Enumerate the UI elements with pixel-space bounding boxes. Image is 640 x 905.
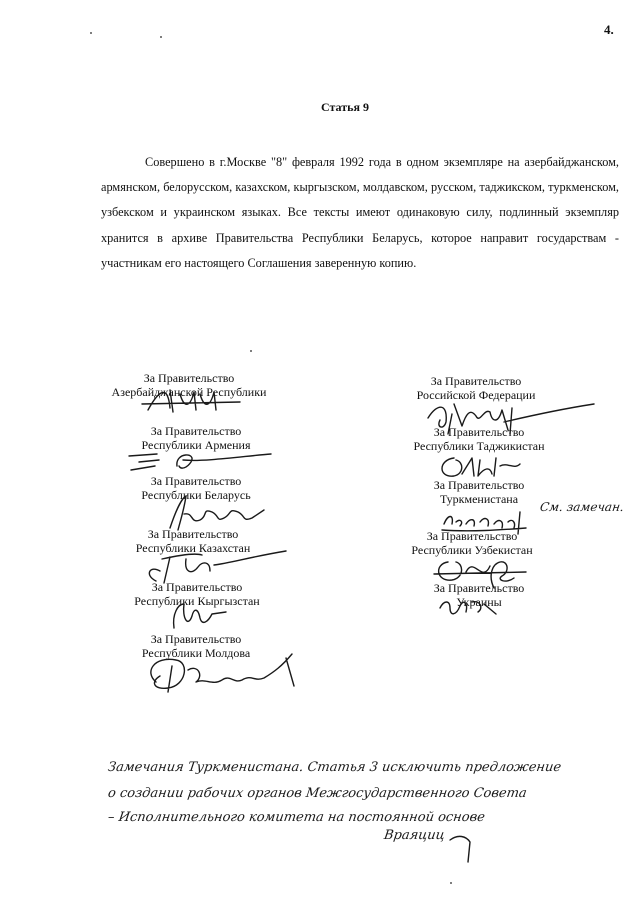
signatory-label: За Правительство bbox=[143, 371, 235, 385]
scan-speck bbox=[250, 350, 252, 352]
signatory-country: Республики Молдова bbox=[141, 646, 251, 660]
handwritten-note-line-1: Замечания Туркменистана. Статья 3 исключить предложение bbox=[106, 760, 563, 775]
signatory-label: За Правительство bbox=[433, 478, 525, 492]
signatory-belarus bbox=[128, 474, 264, 502]
signatory-label: За Правительство bbox=[151, 580, 243, 594]
signatory-kyrgyzstan bbox=[118, 580, 276, 608]
signatory-country: Республики Таджикистан bbox=[413, 439, 545, 453]
signatory-kazakhstan bbox=[118, 527, 268, 555]
signatory-country: Российской Федерации bbox=[416, 388, 536, 402]
signatory-ukraine bbox=[422, 581, 536, 609]
body-line-4: одинаковую силу, подлинный экземпляр хранится в архиве Правительства bbox=[101, 205, 619, 245]
scan-speck bbox=[160, 36, 162, 38]
signatory-azerbaijan bbox=[96, 371, 282, 399]
signatory-label: За Правительство bbox=[147, 527, 239, 541]
body-line-6: Соглашения заверенную копию. bbox=[247, 255, 417, 270]
handwritten-note-line-3: – Исполнительного комитета на постоянной основе bbox=[106, 810, 486, 825]
body-line-1: Совершено в г.Москве "8" февраля 1992 года в одном экземпляре на bbox=[145, 155, 520, 169]
signatory-country: Туркменистана bbox=[439, 492, 519, 506]
signatory-label: За Правительство bbox=[150, 632, 242, 646]
signatory-country: Республики Армения bbox=[141, 438, 251, 452]
handwritten-note-signature: Враяциц bbox=[382, 828, 446, 843]
signatory-country: Республики Кыргызстан bbox=[134, 594, 260, 608]
signatory-country: Республики Узбекистан bbox=[411, 543, 533, 557]
signatory-uzbekistan bbox=[398, 529, 546, 557]
signatory-country: Республики Казахстан bbox=[135, 541, 251, 555]
signatory-turkmenistan bbox=[420, 478, 538, 506]
handwritten-note-line-2: о создании рабочих органов Межгосударственного Совета bbox=[106, 786, 528, 801]
signatory-label: За Правительство bbox=[426, 529, 518, 543]
signatory-armenia bbox=[128, 424, 264, 452]
signatory-russia bbox=[402, 374, 550, 402]
signatory-label: За Правительство bbox=[150, 424, 242, 438]
scan-speck bbox=[90, 32, 92, 34]
body-line-2: азербайджанском, армянском, белорусском, казахском, кыргызском, молдавском, bbox=[101, 155, 620, 195]
article-heading: Статья 9 bbox=[321, 100, 369, 114]
signatory-country: Азербайджанской Республики bbox=[111, 385, 267, 399]
signatory-country: Республики Беларусь bbox=[141, 488, 251, 502]
signatory-country: Украины bbox=[456, 595, 502, 609]
signatory-label: За Правительство bbox=[150, 474, 242, 488]
article-body bbox=[101, 150, 619, 276]
signatory-label: За Правительство bbox=[433, 425, 525, 439]
signatory-moldova bbox=[128, 632, 264, 660]
body-line-3: русском, таджикском, туркменском, узбекском и украинском языках. Все тексты имеют bbox=[101, 180, 620, 220]
signatory-label: За Правительство bbox=[430, 374, 522, 388]
scan-speck bbox=[450, 882, 452, 884]
turkmen-margin-note: См. замечан. bbox=[539, 500, 625, 514]
signatory-tajikistan bbox=[400, 425, 558, 453]
page-number: 4. bbox=[604, 22, 614, 37]
note-signature-flourish bbox=[444, 826, 484, 866]
body-line-5: Республики Беларусь, которое направит государствам - участникам его настоящего bbox=[101, 230, 619, 270]
signatory-label: За Правительство bbox=[433, 581, 525, 595]
